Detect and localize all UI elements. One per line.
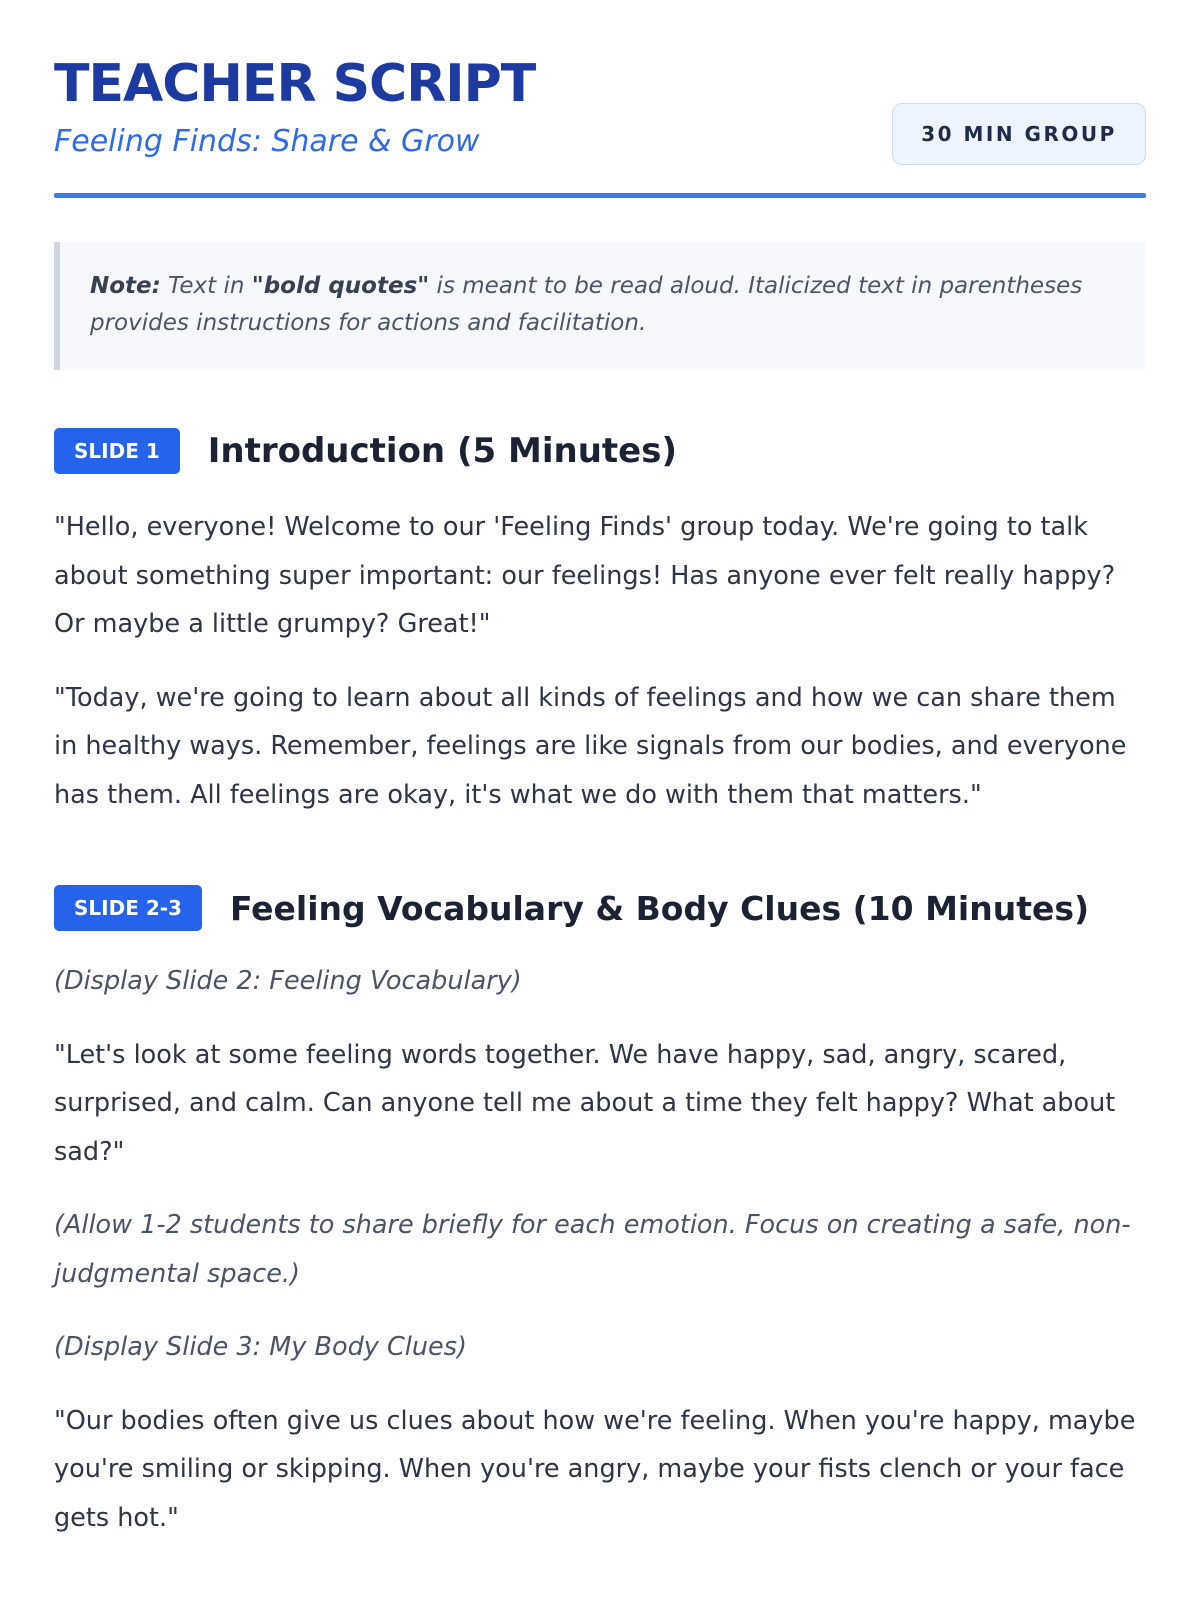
duration-badge: 30 MIN GROUP (892, 103, 1146, 165)
note-text-after: is meant to be read aloud. Italicized text in parentheses provides instructions for actions and facilitation. (90, 273, 1083, 336)
script-paragraph: "Our bodies often give us clues about how we're feeling. When you're happy, maybe you're smiling or skipping. When you're angry, maybe your fists clench or your face gets hot." (54, 1405, 1136, 1533)
slide-tag: SLIDE 2-3 (54, 885, 202, 931)
script-paragraph: "Hello, everyone! Welcome to our 'Feeling Finds' group today. We're going to talk about something super important: our feelings! Has anyone ever felt really happy? Or maybe a little grumpy? Great!" (54, 512, 1116, 639)
section-heading-slide-1 (54, 428, 1146, 474)
section-heading-slide-2-3 (54, 885, 1146, 931)
page-subtitle: Feeling Finds: Share & Grow (54, 124, 480, 159)
note-bold-term: "bold quotes" (251, 273, 430, 299)
script-paragraph: "Let's look at some feeling words together. We have happy, sad, angry, scared, surprised, and calm. Can anyone tell me about a time they felt happy? What about sad?" (54, 1039, 1116, 1167)
note-callout (54, 242, 1146, 370)
page-header (54, 0, 1146, 200)
note-label: Note: (90, 273, 161, 299)
header-divider (54, 193, 1146, 198)
page-title: TEACHER SCRIPT (54, 54, 536, 114)
section-title: Feeling Vocabulary & Body Clues (10 Minutes) (229, 888, 1090, 928)
facilitation-instruction: (Display Slide 2: Feeling Vocabulary) (54, 966, 522, 996)
facilitation-instruction: (Allow 1-2 students to share briefly for each emotion. Focus on creating a safe, non-judgmental space.) (54, 1210, 1131, 1289)
script-paragraph: "Today, we're going to learn about all kinds of feelings and how we can share them in healthy ways. Remember, feelings are like signals from our bodies, and everyone has them. All feelings are okay, it's what we do with them that matters." (54, 682, 1127, 810)
facilitation-instruction: (Display Slide 3: My Body Clues) (54, 1332, 467, 1362)
section-title: Introduction (5 Minutes) (207, 431, 677, 471)
note-text-before: Text in (160, 273, 252, 299)
slide-tag: SLIDE 1 (54, 428, 180, 474)
